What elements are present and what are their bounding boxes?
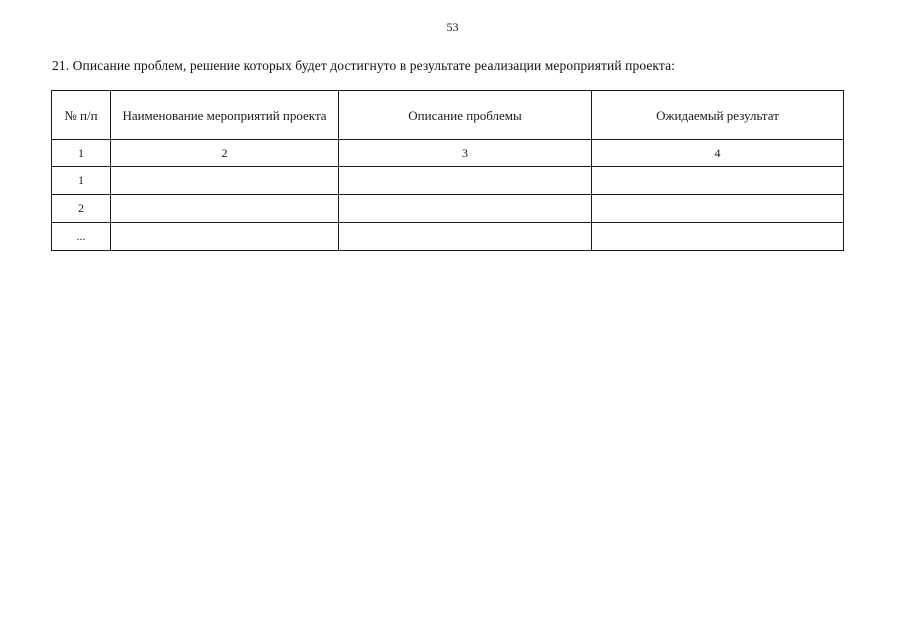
event-name-cell	[111, 167, 339, 195]
row-number: 2	[52, 195, 111, 223]
table-row	[52, 167, 844, 195]
column-header-number: № п/п	[52, 91, 111, 140]
page-number: 53	[446, 20, 459, 34]
column-index-2: 2	[111, 140, 339, 167]
event-name-cell	[111, 195, 339, 223]
column-index-row	[52, 140, 844, 167]
table-row	[52, 195, 844, 223]
problem-description-cell	[339, 223, 592, 251]
row-number: 1	[52, 167, 111, 195]
expected-result-cell	[592, 167, 844, 195]
problem-description-cell	[339, 167, 592, 195]
row-number: ...	[52, 223, 111, 251]
column-index-3: 3	[339, 140, 592, 167]
column-header-event-name: Наименование мероприятий проекта	[111, 91, 339, 140]
expected-result-cell	[592, 223, 844, 251]
section-heading: 21. Описание проблем, решение которых будет достигнуто в результате реализации мероприятий проекта:	[52, 58, 676, 73]
problems-table	[51, 90, 844, 251]
column-header-problem-description: Описание проблемы	[339, 91, 592, 140]
event-name-cell	[111, 223, 339, 251]
table-row	[52, 223, 844, 251]
problem-description-cell	[339, 195, 592, 223]
column-header-expected-result: Ожидаемый результат	[592, 91, 844, 140]
expected-result-cell	[592, 195, 844, 223]
table-header-row	[52, 91, 844, 140]
column-index-4: 4	[592, 140, 844, 167]
column-index-1: 1	[52, 140, 111, 167]
